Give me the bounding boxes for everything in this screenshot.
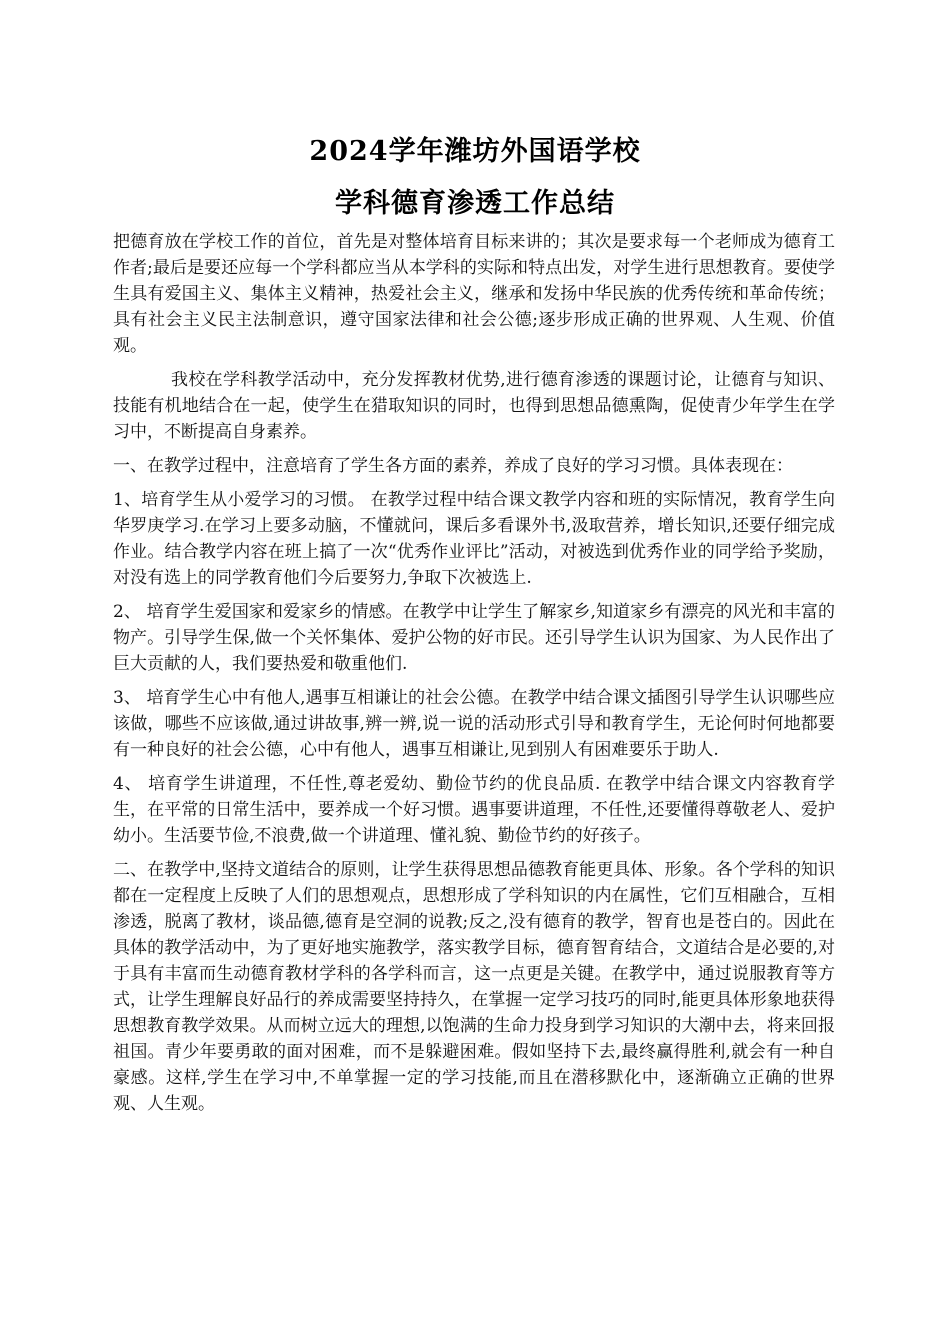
paragraph-item-3: 3、 培育学生心中有他人,遇事互相谦让的社会公德。在教学中结合课文插图引导学生认识哪些应该做，哪些不应该做,通过讲故事,辨一辨,说一说的活动形式引导和教育学生，无论何时何地都要有一种良好的社会公德，心中有他人，遇事互相谦让,见到别人有困难要乐于助人. xyxy=(113,688,835,760)
document-body xyxy=(113,229,835,1125)
section-2-paragraph: 二、在教学中,坚持文道结合的原则，让学生获得思想品德教育能更具体、形象。各个学科的知识都在一定程度上反映了人们的思想观点，思想形成了学科知识的内在属性，它们互相融合，互相渗透，脱离了教材，谈品德,德育是空洞的说教;反之,没有德育的教学，智育也是苍白的。因此在具体的教学活动中，为了更好地实施教学，落实教学目标，德育智育结合，文道结合是必要的,对于具有丰富而生动德育教材学科的各学科而言，这一点更是关键。在教学中，通过说服教育等方式，让学生理解良好品行的养成需要坚持持久，在掌握一定学习技巧的同时,能更具体形象地获得思想教育教学效果。从而树立远大的理想,以饱满的生命力投身到学习知识的大潮中去，将来回报祖国。青少年要勇敢的面对困难，而不是躲避困难。假如坚持下去,最终赢得胜利,就会有一种自豪感。这样,学生在学习中,不单掌握一定的学习技能,而且在潜移默化中，逐渐确立正确的世界观、人生观。 xyxy=(113,860,835,1114)
section-heading-1: 一、在教学过程中，注意培育了学生各方面的素养，养成了良好的学习习惯。具体表现在： xyxy=(113,456,793,476)
paragraph-school-activity: 我校在学科教学活动中，充分发挥教材优势,进行德育渗透的课题讨论，让德育与知识、技能有机地结合在一起，使学生在猎取知识的同时，也得到思想品德熏陶，促使青少年学生在学习中，不断提高自身素养。 xyxy=(113,370,835,442)
title-block xyxy=(0,128,950,228)
document-title-line-2: 学科德育渗透工作总结 xyxy=(335,188,615,219)
paragraph-item-2: 2、 培育学生爱国家和爱家乡的情感。在教学中让学生了解家乡,知道家乡有漂亮的风光和丰富的物产。引导学生保,做一个关怀集体、爱护公物的好市民。还引导学生认识为国家、为人民作出了巨大贡献的人，我们要热爱和敬重他们. xyxy=(113,602,835,674)
paragraph-item-1: 1、培育学生从小爱学习的习惯。 在教学过程中结合课文教学内容和班的实际情况，教育学生向华罗庚学习.在学习上要多动脑，不懂就问，课后多看课外书,汲取营养，增长知识,还要仔细完成作业。结合教学内容在班上搞了一次“优秀作业评比”活动，对被选到优秀作业的同学给予奖励，对没有选上的同学教育他们今后要努力,争取下次被选上. xyxy=(113,490,835,588)
paragraph-item-4: 4、 培育学生讲道理，不任性,尊老爱幼、勤俭节约的优良品质. 在教学中结合课文内容教育学生，在平常的日常生活中，要养成一个好习惯。遇事要讲道理，不任性,还要懂得尊敬老人、爱护幼小。生活要节俭,不浪费,做一个讲道理、懂礼貌、勤俭节约的好孩子。 xyxy=(113,774,835,846)
document-title-line-1: 2024学年潍坊外国语学校 xyxy=(309,136,641,167)
paragraph-intro: 把德育放在学校工作的首位，首先是对整体培育目标来讲的；其次是要求每一个老师成为德育工作者;最后是要还应每一个学科都应当从本学科的实际和特点出发，对学生进行思想教育。要使学生具有爱国主义、集体主义精神，热爱社会主义，继承和发扬中华民族的优秀传统和革命传统；具有社会主义民主法制意识，遵守国家法律和社会公德;逐步形成正确的世界观、人生观、价值观。 xyxy=(113,232,835,356)
